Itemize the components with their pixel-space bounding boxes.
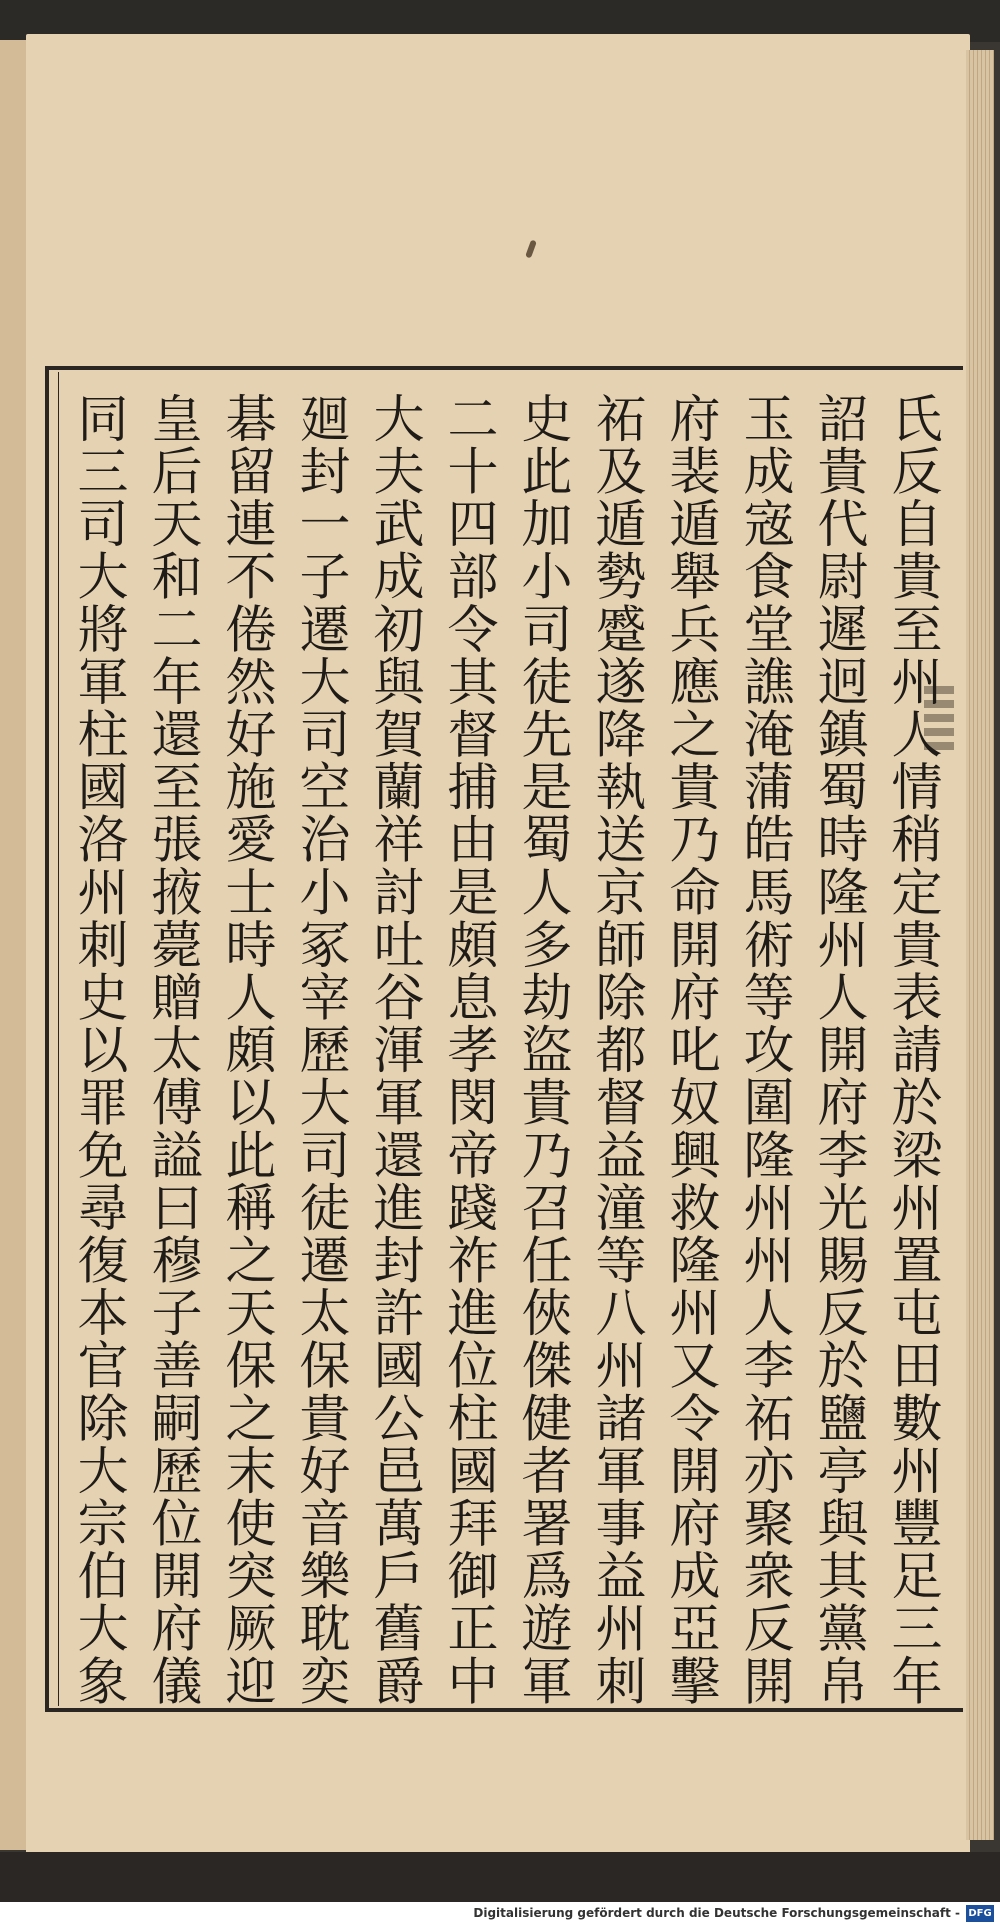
text-column-10: 碁留連不倦然好施愛士時人頗以此稱之天保之末使突厥迎 xyxy=(216,392,275,1707)
text-column-2: 詔貴代尉遲迥鎮蜀時隆州人開府李光賜反於鹽亭與其黨帛 xyxy=(808,392,867,1707)
vertical-text-columns xyxy=(64,392,944,1708)
left-page-edge xyxy=(0,40,26,1850)
text-column-6: 史此加小司徒先是蜀人多劫盜貴乃召任俠傑健者署爲遊軍 xyxy=(512,392,571,1707)
text-column-7: 二十四部令其督捕由是頗息孝閔帝踐祚進位柱國拜御正中 xyxy=(438,392,497,1707)
digitization-footer xyxy=(0,1902,1000,1926)
dfg-logo: DFG xyxy=(966,1905,994,1922)
text-column-9: 廻封一子遷大司空治小冢宰歷大司徒遷太保貴好音樂耽奕 xyxy=(290,392,349,1707)
scan-bottom-edge xyxy=(0,1852,1000,1904)
text-column-4: 府裴遁舉兵應之貴乃命開府叱奴興救隆州又令開府成亞擊 xyxy=(660,392,719,1707)
text-column-8: 大夫武成初與賀蘭祥討吐谷渾軍還進封許國公邑萬戶舊爵 xyxy=(364,392,423,1707)
text-column-5: 祏及遁勢蹙遂降執送京師除都督益潼等八州諸軍事益州刺 xyxy=(586,392,645,1707)
text-column-1: 氏反自貴至州人情稍定貴表請於梁州置屯田數州豐足三年 xyxy=(882,392,941,1707)
digitization-note: Digitalisierung gefördert durch die Deutsche Forschungsgemeinschaft - xyxy=(473,1906,960,1920)
frame-inner-rule xyxy=(58,372,59,1706)
text-column-11: 皇后天和二年還至張掖薨贈太傅謚曰穆子善嗣歷位開府儀 xyxy=(142,392,201,1707)
page-stack-edge xyxy=(966,50,994,1840)
text-column-12: 同三司大將軍柱國洛州刺史以罪免尋復本官除大宗伯大象 xyxy=(68,392,127,1707)
text-column-3: 玉成宼食堂譙淹蒲皓馬術等攻圍隆州州人李祏亦聚衆反開 xyxy=(734,392,793,1707)
